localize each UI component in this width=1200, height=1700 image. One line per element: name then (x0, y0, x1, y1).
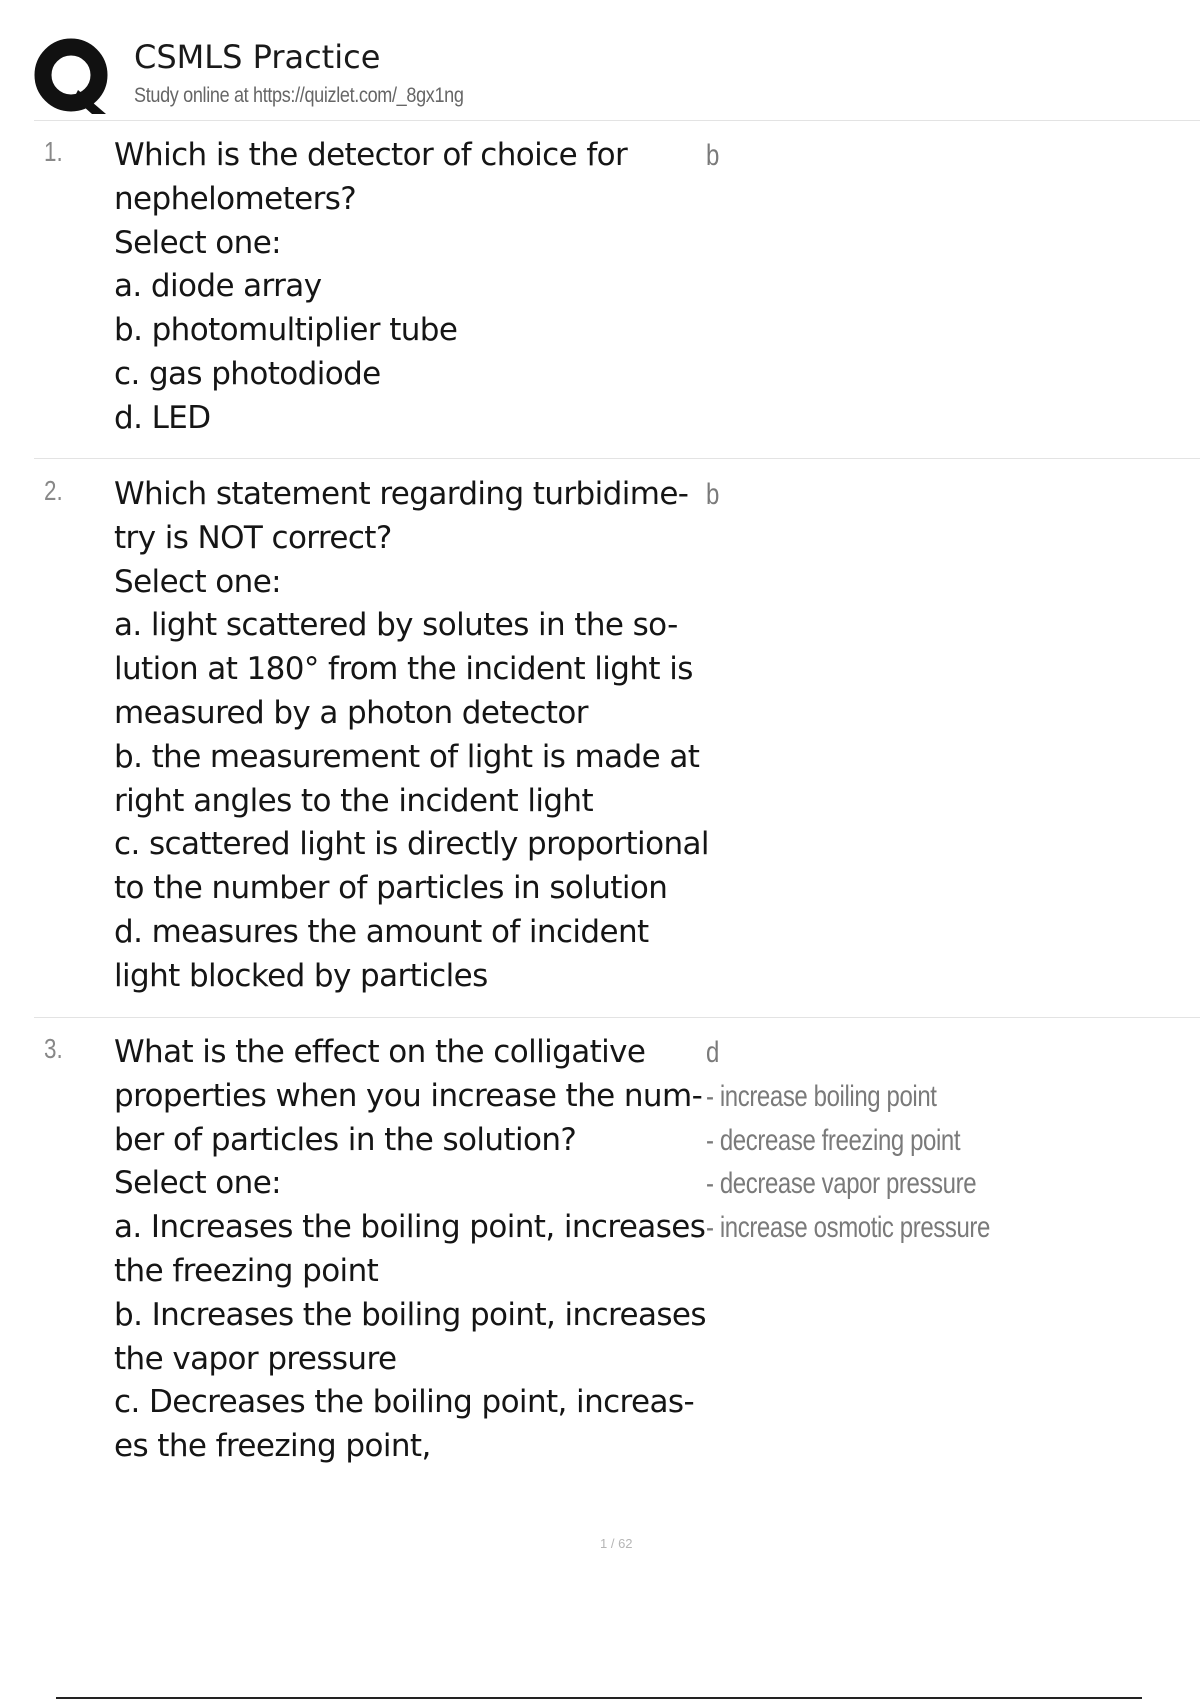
page-title: CSMLS Practice (134, 38, 381, 76)
study-link-text: Study online at https://quizlet.com/_8gx1ng (134, 84, 464, 107)
question-number: 2. (44, 475, 63, 506)
question-text: What is the effect on the colligative properties when you increase the num- ber of particles in the solution? Select one: a. Increases the boiling point, increases the freezing point b. Increases the boiling point, increases the vapor pressure c. Decreases the boiling point, increas- es the freezing point, (114, 1034, 706, 1465)
question-card-1 (34, 124, 1200, 459)
question-text: Which statement regarding turbidime- try is NOT correct? Select one: a. light scattered by solutes in the so- lution at 180° from the incident light is measured by a photon detector b. the measurement of light is made at right angles to the incident light c. scattered light is directly proportional to the number of particles in solution d. measures the amount of incident light blocked by particles (114, 476, 709, 994)
bottom-divider (56, 1697, 1142, 1699)
question-card-2 (34, 463, 1200, 1018)
answer-text: b (706, 139, 719, 172)
page-number: 1 / 62 (600, 1536, 633, 1551)
quizlet-q-logo-icon (34, 38, 112, 116)
page-header (34, 34, 1200, 121)
question-number: 1. (44, 136, 63, 167)
answer-text: b (706, 478, 719, 511)
answer-text: d - increase boiling point - decrease freezing point - decrease vapor pressure - increase osmotic pressure (706, 1036, 990, 1245)
question-number: 3. (44, 1033, 63, 1064)
question-text: Which is the detector of choice for nephelometers? Select one: a. diode array b. photomultiplier tube c. gas photodiode d. LED (114, 137, 628, 436)
question-card-3 (34, 1021, 1200, 1465)
